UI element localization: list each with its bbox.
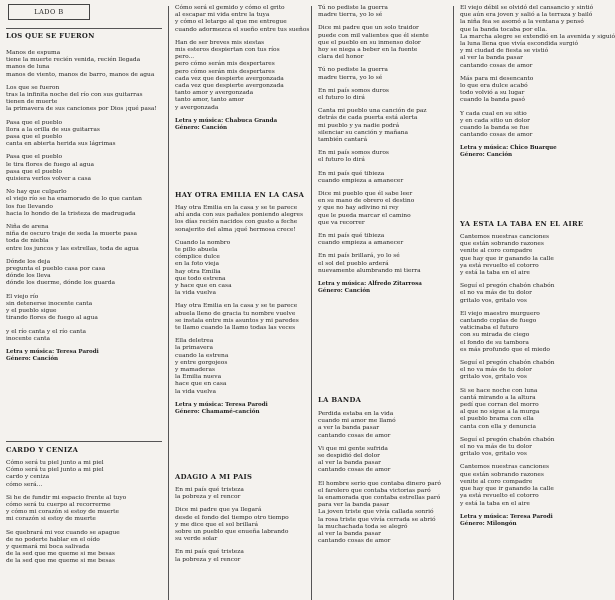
lyric-line: vaticinaba el futuro [460, 325, 519, 332]
lyric-line: nuevamente alumbrando mi tierra [318, 267, 421, 274]
lyric-line: tiene la muerte recién venida, recién llegada [6, 57, 141, 64]
lyric-line: cantando cosas de amor [460, 62, 533, 69]
stanza [460, 464, 596, 507]
column-divider [168, 6, 169, 600]
lyric-line: gritalo vos, gritalo vos [460, 297, 527, 304]
lyric-line: niña de oscuro traje de seda la muerte pasa [6, 231, 138, 238]
lyric-line: la luna llena que vivía escondida surgió [460, 41, 579, 48]
stanza [175, 205, 305, 234]
song-genre: Género: Canción [175, 124, 228, 131]
lyric-line: ahí anda con sus pañales poniendo alegres [175, 212, 304, 219]
lyric-line: le tira flores de fuego al agua [6, 161, 95, 168]
lyric-line: el futuro lo dirá [318, 157, 365, 164]
lyric-line: Han de ser breves mis siestas [175, 39, 265, 46]
stanza [6, 50, 162, 79]
lyric-line: en su mano de obrero el destino [318, 198, 415, 205]
lyric-line: gritalo vos, gritalo vos [460, 374, 527, 381]
stanza [318, 191, 450, 227]
stanza [460, 311, 596, 354]
lyric-line: En mi país qué tristeza [175, 549, 244, 556]
lyric-line: la vida vuelva [175, 388, 216, 395]
song-los-que-se-fueron [6, 32, 162, 363]
lyric-line: y el río canta y el río canta [6, 328, 86, 335]
lyric-line: cantando cosas de amor [460, 132, 533, 139]
stanza [6, 224, 162, 253]
lyric-line: cuando la banda se fue [460, 125, 529, 132]
stanza [175, 40, 305, 112]
lyric-line: al ver la banda pasar [318, 531, 381, 538]
lyric-line: madre tierra, yo lo sé [318, 12, 383, 19]
song-title: LA BANDA [318, 396, 362, 404]
lyrics-body [318, 411, 450, 545]
lyric-line: El hombre serio que contaba dinero paró [318, 480, 441, 487]
lyric-line: En mi país qué tibieza [318, 170, 385, 177]
lyric-line: lo que era dulce acabó [460, 83, 528, 90]
lyric-line: y cómo mi corazón si estoy de muerte [6, 509, 119, 516]
lyric-line: la muchachada toda se alegró [318, 523, 408, 530]
lyric-line: tienen de muerte [6, 99, 58, 106]
lyric-line: pasa que el pueblo [6, 134, 63, 141]
lyric-line: el pueblo brama con ella [460, 416, 534, 423]
song-adagio-continued [318, 5, 450, 295]
lyric-line: que aún era joven y salió a la terraza y bailó [460, 12, 593, 19]
lyric-line: y en cada sitio un dolor [460, 117, 530, 124]
stanza [175, 5, 310, 34]
lyric-line: que están sobrando razones [460, 241, 544, 248]
lyric-line: La joven triste que vivía callada sonrió [318, 509, 434, 516]
lyric-line: y está la taba en el aire [460, 500, 530, 507]
lyric-line: Niña de arena [6, 224, 49, 231]
lyric-line: cantando cosas de amor [318, 538, 391, 545]
stanza [6, 154, 162, 183]
stanza [318, 5, 450, 19]
stanza [175, 303, 305, 332]
stanza [175, 549, 305, 563]
lyric-line: Más para mi desencanto [460, 75, 534, 82]
lyric-line: madre tierra, yo lo sé [318, 74, 383, 81]
lyric-line: desde el fondo del tiempo otro tiempo [175, 514, 289, 521]
lyric-line: la niña fea se asomó a la ventana y pensó [460, 19, 584, 26]
lyric-line: al escapar mi vida entre la tuya [175, 12, 270, 19]
lyric-line: cantando cosas de amor [318, 432, 391, 439]
song-ya-esta-la-taba [460, 220, 596, 528]
lyric-line: En mi país somos duros [318, 87, 389, 94]
lyric-line: cada vez que despierte avergonzada [175, 83, 284, 90]
song-genre: Género: Canción [6, 355, 59, 362]
lyric-line: Pasa que el pueblo [6, 154, 63, 161]
lyric-line: Ella deletrea [175, 338, 214, 345]
lyric-line: la primavera de sus canciones por Dios ¡qué pasa! [6, 106, 157, 113]
lyric-line: que va recorrer [318, 219, 365, 226]
lyric-line: ya está revuelto el cotorro [460, 493, 539, 500]
lyric-line: hacia lo hondo de la tristeza de madrugada [6, 210, 136, 217]
lyric-line: los fue llevando [6, 203, 53, 210]
lyric-line: que hay que ir ganando la calle [460, 255, 554, 262]
lyric-line: canta con ella y denuncia [460, 423, 537, 430]
lyric-line: Se quebrará mi voz cuando se apague [6, 529, 120, 536]
lyric-line: los días recién nacidos con gusto a feche [175, 219, 298, 226]
lyrics-body [318, 5, 450, 295]
lyric-line: y avergonzada [175, 104, 219, 111]
lyric-line: manos de luna [6, 64, 50, 71]
lyric-line: y me dice que el sol brillará [175, 521, 259, 528]
lyric-line: Cantemos nuestras canciones [460, 234, 550, 240]
lyric-line: la primavera [175, 345, 213, 352]
song-genre: Género: Chamamé-canción [175, 408, 260, 415]
lyric-line: entre los juncos y las estrellas, toda de agua [6, 245, 139, 252]
song-title: HAY OTRA EMILIA EN LA CASA [175, 191, 305, 199]
song-genre: Género: Milongón [460, 520, 517, 527]
stanza [6, 530, 162, 566]
lyric-line: con su mirada de ciego [460, 332, 530, 339]
lyric-line: ya está revuelto el cotorro [460, 262, 539, 269]
lyric-line: sobre un pueblo que enueña labrando [175, 529, 289, 536]
lyric-line: y mi ciudad de fiesta se vistió [460, 48, 549, 55]
lyric-line: pero... [175, 54, 195, 61]
lyric-line: dónde los lleva [6, 273, 51, 280]
stanza [460, 360, 596, 382]
stanza [6, 259, 162, 288]
lyric-line: el fondo de su tambora [460, 339, 529, 346]
song-genre: Género: Canción [318, 288, 371, 295]
column-4 [460, 0, 615, 600]
lyric-line: el no va más de tu dolor [460, 444, 532, 451]
song-la-banda-continued [460, 5, 615, 159]
stanza [318, 25, 450, 61]
lyric-line: Pasa que el pueblo [6, 119, 63, 126]
lyric-line: sin detenerse inocente canta [6, 300, 93, 307]
lyric-line: quisiera verlos volver a casa [6, 176, 91, 183]
lyric-line: abuela lleno de gracia tu nombre vuelve [175, 310, 296, 317]
lyric-line: detrás de cada puerta está alerta [318, 115, 418, 122]
lyric-line: y entre gorgojeos [175, 359, 228, 366]
song-title: YA ESTA LA TABA EN EL AIRE [460, 220, 584, 228]
stanza [318, 171, 450, 185]
lyric-line: Dice mi padre que un solo traidor [318, 25, 419, 32]
lyric-line: Si se hace noche con luna [460, 387, 538, 394]
song-la-banda [318, 396, 450, 551]
lyric-line: El viejo maestro murguero [460, 310, 540, 317]
stanza [6, 85, 162, 114]
stanza [175, 487, 305, 501]
lyric-line: que todo estrena [175, 275, 226, 282]
stanza [6, 495, 162, 524]
lyric-line: el farolero que contaba victorias paró [318, 487, 431, 494]
lyric-line: y quemará mi boca salivada [6, 544, 90, 551]
lyric-line: la vida vuelva [175, 290, 216, 297]
lyric-line: mis esteros despiertan con tus ríos [175, 47, 280, 54]
lyric-line: la enamorada que contaba estrellas paró [318, 495, 441, 502]
lyric-line: Seguí el pregón chabón chabón [460, 436, 555, 443]
lyric-line: la pobreza y el rencor [175, 494, 241, 501]
lyrics-body [6, 50, 162, 363]
lyric-line: sonajerito del alma ¡qué hermosa crece! [175, 226, 296, 233]
lyric-line: venite al coro compadre [460, 248, 533, 255]
lyric-line: Y cada cual en su sitio [460, 110, 527, 117]
lyric-line: Cómo será tu piel junto a mi piel [6, 460, 104, 466]
lyric-line: te llamo cuando la llamo todas las veces [175, 325, 296, 332]
lyric-line: de la sed que me queme si me besas [6, 551, 115, 558]
lyric-line: cómo será... [6, 481, 43, 488]
lyric-line: también cantará [318, 137, 368, 144]
lyric-line: hoy se niega a beber en la fuente [318, 47, 418, 54]
lyric-line: Si he de fundir mi espacio frente al tuyo [6, 494, 127, 501]
stanza [175, 338, 305, 396]
lyric-line: a ver la banda pasar [318, 425, 380, 432]
stanza [318, 481, 450, 546]
lyric-line: La marcha alegre se extendió en la avenida y siguió [460, 33, 615, 40]
lyric-line: Tú no pediste la guerra [318, 5, 388, 11]
stanza [318, 233, 450, 247]
stanza [175, 507, 305, 543]
lyric-line: Seguí el pregón chabón chabón [460, 283, 555, 290]
lyric-line: inocente canta [6, 335, 51, 342]
lyric-line: En mi país brillará, yo lo sé [318, 253, 400, 260]
lyric-line: gritalo vos, gritalo vos [460, 451, 527, 458]
song-cardo-continued [175, 5, 310, 132]
lyric-line: en la foto vieja [175, 261, 219, 268]
lyric-line: Manos de espuma [6, 50, 61, 56]
stanza [318, 67, 450, 81]
lyric-line: venite al coro compadre [460, 478, 533, 485]
stanza [6, 294, 162, 323]
stanza [6, 329, 162, 343]
song-adagio-a-mi-pais [175, 473, 305, 570]
stanza [460, 234, 596, 277]
stanza [460, 283, 596, 305]
stanza [318, 150, 450, 164]
lyric-line: pedí que corran del morro [460, 402, 539, 409]
lyric-line: y cómo el letargo al que me entregue [175, 19, 287, 26]
lyric-line: cardo y ceniza [6, 474, 50, 481]
song-credit: Letra y música: Alfredo Zitarrosa [318, 281, 422, 288]
lyric-line: el futuro lo dirá [318, 95, 365, 102]
lyric-line: para ver la banda pasar [318, 502, 390, 509]
lyric-line: Dónde los deja [6, 258, 51, 265]
lyric-line: y que no hay adivino ni rey [318, 205, 399, 212]
lyric-line: la Emilia nueva [175, 374, 222, 381]
column-1 [6, 0, 162, 600]
lyric-line: y el pueblo sigue [6, 308, 57, 315]
lyric-line: tras la infinita noche del río con sus guitarras [6, 92, 143, 99]
stanza [460, 388, 596, 431]
lyric-line: En mi país somos duros [318, 150, 389, 157]
lyric-line: se instala entre mis asuntos y mi paredes [175, 317, 299, 324]
lyric-line: su verde solar [175, 536, 218, 543]
column-2 [175, 0, 310, 600]
lyrics-body [460, 234, 596, 528]
lyric-line: y hace que en casa [175, 283, 232, 290]
lyric-line: la pobreza y el rencor [175, 556, 241, 563]
lyric-line: cuando la estrena [175, 352, 229, 359]
lyric-line: pero cómo serán mis despertares [175, 61, 275, 68]
lyric-line: cuando mi amor me llamó [318, 418, 396, 425]
lyric-line: tanto amor y avergonzada [175, 90, 254, 97]
song-credit: Letra y música: Teresa Parodi [460, 513, 553, 520]
song-title: LOS QUE SE FUERON [6, 32, 95, 40]
lyric-line: puede con mil valientes que él siente [318, 32, 429, 39]
stanza [318, 88, 450, 102]
column-divider [311, 6, 312, 600]
lyric-line: que están sobrando razones [460, 471, 544, 478]
lyrics-body [175, 487, 305, 564]
lyric-line: Seguí el pregón chabón chabón [460, 360, 555, 367]
lyric-line: al ver la banda pasar [318, 460, 381, 467]
stanza [460, 76, 596, 105]
lyric-line: Hay otra Emilia en la casa y se te parece [175, 205, 298, 211]
lyric-line: mi corazón si estoy de muerte [6, 516, 96, 523]
lyric-line: cantando coplas de fuego [460, 318, 537, 325]
song-credit: Letra y música: Teresa Parodi [175, 401, 268, 408]
stanza [460, 111, 596, 140]
lyric-line: canta en abierta herida sus lágrimas [6, 141, 116, 148]
lyric-line: Cuando la nombro [175, 239, 231, 246]
lyric-line: Dice mi pueblo que él sabe leer [318, 191, 413, 198]
lyric-line: cada vez que despierte avergonzada [175, 75, 284, 82]
lyric-line: cómplice dulce [175, 254, 220, 261]
stanza [460, 5, 615, 70]
stanza [318, 411, 450, 440]
lyric-line: hace que en casa [175, 381, 227, 388]
lyric-line: es más profundo que el miedo [460, 346, 550, 353]
lyric-line: En mi país qué tristeza [175, 487, 244, 493]
lyric-line: el no va más de tu dolor [460, 290, 532, 297]
lyric-line: Vi que mi gente sufrida [318, 445, 388, 452]
song-title: ADAGIO A MI PAIS [175, 473, 253, 481]
lyric-line: dónde los duerme, dónde los guarda [6, 280, 115, 287]
lyric-line: No hay que culparlo [6, 189, 67, 196]
lyric-line: manos de viento, manos de barro, manos de agua [6, 71, 155, 78]
lyric-line: de no poderte hablar en el oído [6, 536, 100, 543]
lyric-line: silenciar su canción y mañana [318, 129, 409, 136]
stanza [318, 108, 450, 144]
song-credit: Letra y música: Teresa Parodi [6, 348, 99, 355]
lyric-line: cantá mirando a la altura [460, 394, 536, 401]
song-hay-otra-emilia [175, 191, 305, 416]
song-cardo-y-ceniza [6, 446, 162, 572]
lyrics-body [175, 205, 305, 416]
column-3 [318, 0, 450, 600]
lyric-line: Cómo será el gemido y cómo el grito [175, 5, 285, 11]
stanza [175, 240, 305, 298]
lyric-line: Canta mi pueblo una canción de paz [318, 108, 427, 115]
song-credit: Letra y música: Chico Buarque [460, 145, 557, 152]
lyric-line: tanto amor, tanto amor [175, 97, 244, 104]
lyric-line: clara del honor [318, 54, 364, 61]
lyric-line: cuando empieza a amanecer [318, 177, 404, 184]
lyric-line: te pillo abuela [175, 247, 218, 254]
lyric-line: llora a la orilla de sus guitarras [6, 126, 100, 133]
lyric-line: Cantemos nuestras canciones [460, 464, 550, 471]
lyric-line: que la banda tocaba por ella. [460, 26, 547, 33]
lyric-line: al ver la banda pasar [460, 55, 523, 62]
lyric-line: pero cómo serán mis despertares [175, 68, 275, 75]
stanza [460, 437, 596, 459]
stanza [6, 189, 162, 218]
lyric-line: al que no sigue a la murga [460, 409, 540, 416]
stanza [318, 253, 450, 275]
lyric-line: cuando adormezca el sueño entre tus sueños [175, 26, 310, 33]
lyric-line: que hay que ir ganando la calle [460, 486, 554, 493]
lyric-line: que el pueblo en su inmenso dolor [318, 39, 421, 46]
lyric-line: cantando cosas de amor [318, 467, 391, 474]
lyric-line: El viejo río [6, 293, 39, 300]
lyric-line: Tú no pediste la guerra [318, 67, 388, 74]
lyric-line: hay otra Emilia [175, 268, 221, 275]
lyric-line: y está la taba en el aire [460, 270, 530, 277]
lyrics-body [6, 460, 162, 566]
stanza [6, 120, 162, 149]
lyric-line: Dice mi padre que ya llegará [175, 507, 262, 514]
lyric-line: Los que se fueron [6, 84, 60, 91]
lyric-line: En mi país qué tibieza [318, 233, 385, 240]
lyric-line: tirando flores de fuego al agua [6, 315, 98, 322]
lyric-line: cuando la banda pasó [460, 97, 525, 104]
song-title: CARDO Y CENIZA [6, 446, 79, 454]
lyric-line: el sol del pueblo arderá [318, 260, 389, 267]
side-label: LADO B [8, 4, 90, 20]
lyric-line: cuando empieza a amanecer [318, 240, 404, 247]
lyrics-body [460, 5, 615, 159]
column-divider [453, 6, 454, 600]
lyric-line: pregunta el pueblo casa por casa [6, 266, 106, 273]
lyric-line: se despidió del dolor [318, 453, 380, 460]
lyrics-body [175, 5, 310, 132]
lyric-line: toda de niebla [6, 238, 49, 245]
lyric-line: todo volvió a su lugar [460, 90, 525, 97]
lyric-line: de la sed que me queme si me besas [6, 558, 115, 565]
lyric-line: Perdida estaba en la vida [318, 411, 394, 417]
lyric-line: El viejo débil se olvidó del cansancio y sintió [460, 5, 594, 11]
lyric-line: el no va más de tu dolor [460, 367, 532, 374]
lyric-line: cómo será tu cuerpo al recorrerme [6, 502, 111, 509]
lyric-line: que le pueda marcar el camino [318, 212, 411, 219]
lyric-line: pasa que el pueblo [6, 168, 63, 175]
song-credit: Letra y música: Chabuca Granda [175, 117, 278, 124]
stanza [318, 446, 450, 475]
lyric-line: el viejo río se ha enamorado de lo que cantan [6, 196, 142, 203]
lyric-line: mi pueblo y ya nadie podrá [318, 122, 400, 129]
lyric-line: la rosa triste que vivía cerrada se abrió [318, 516, 436, 523]
stanza [6, 460, 162, 489]
song-genre: Género: Canción [460, 152, 513, 159]
lyric-line: y mamaderas [175, 367, 216, 374]
lyric-line: Hay otra Emilia en la casa y se te parece [175, 303, 298, 310]
lyric-line: Cómo será tu piel junto a mi piel [6, 467, 104, 474]
